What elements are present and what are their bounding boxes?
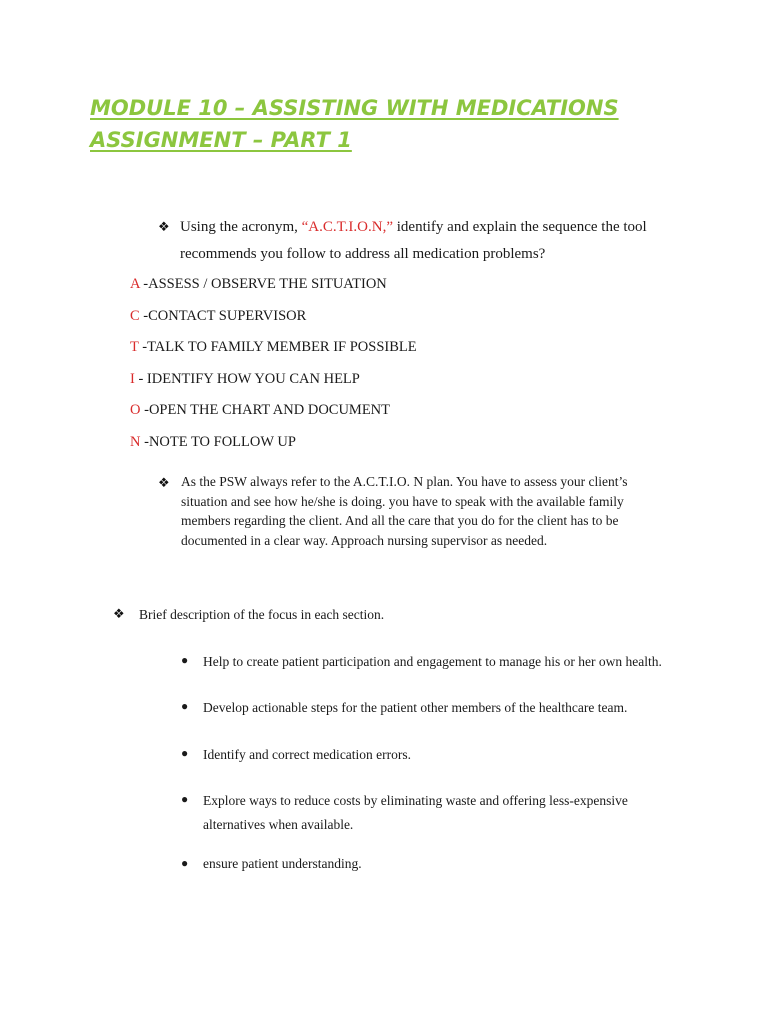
title-line-1: MODULE 10 – ASSISTING WITH MEDICATIONS: [90, 96, 619, 120]
list-item: Help to create patient participation and engagement to manage his or her own health.: [203, 654, 662, 669]
list-item: A -ASSESS / OBSERVE THE SITUATION: [130, 276, 387, 292]
dot-bullet-icon: ●: [181, 856, 189, 870]
action-list: [130, 272, 417, 462]
list-item: I - IDENTIFY HOW YOU CAN HELP: [130, 370, 360, 387]
diamond-bullet-icon: ❖: [113, 606, 125, 621]
list-item: C -CONTACT SUPERVISOR: [130, 307, 307, 324]
dot-bullet-icon: ●: [181, 699, 189, 713]
psw-paragraph: As the PSW always refer to the A.C.T.I.O. N plan. You have to assess your client’s situation and see how he/she is doing. you have to speak with the available family members regarding the client. And all the care that you do for the client has to be documented in a clear way. Approach nursing supervisor as needed.: [181, 474, 628, 548]
list-item: T -TALK TO FAMILY MEMBER IF POSSIBLE: [130, 339, 417, 356]
title-line-2: ASSIGNMENT – PART 1: [90, 128, 352, 152]
diamond-bullet-icon: ❖: [158, 475, 170, 490]
diamond-bullet-icon: ❖: [158, 219, 170, 234]
assignment-title: [90, 92, 619, 156]
list-item: Develop actionable steps for the patient other members of the healthcare team.: [203, 700, 628, 715]
acronym: “A.C.T.I.O.N,”: [301, 219, 394, 235]
dot-bullet-icon: ●: [181, 746, 189, 760]
list-item: N -NOTE TO FOLLOW UP: [130, 433, 296, 450]
dot-bullet-icon: ●: [181, 653, 189, 667]
list-item: Explore ways to reduce costs by eliminating waste and offering less-expensive alternatives when available.: [203, 793, 628, 832]
question-1: Using the acronym, “A.C.T.I.O.N,” identify and explain the sequence the tool recommends you follow to address all medication problems?: [180, 219, 647, 262]
list-item: O -OPEN THE CHART AND DOCUMENT: [130, 402, 391, 419]
list-item: Identify and correct medication errors.: [203, 747, 412, 762]
question-2: Brief description of the focus in each section.: [139, 607, 385, 622]
list-item: ensure patient understanding.: [203, 856, 362, 871]
dot-bullet-icon: ●: [181, 792, 189, 806]
